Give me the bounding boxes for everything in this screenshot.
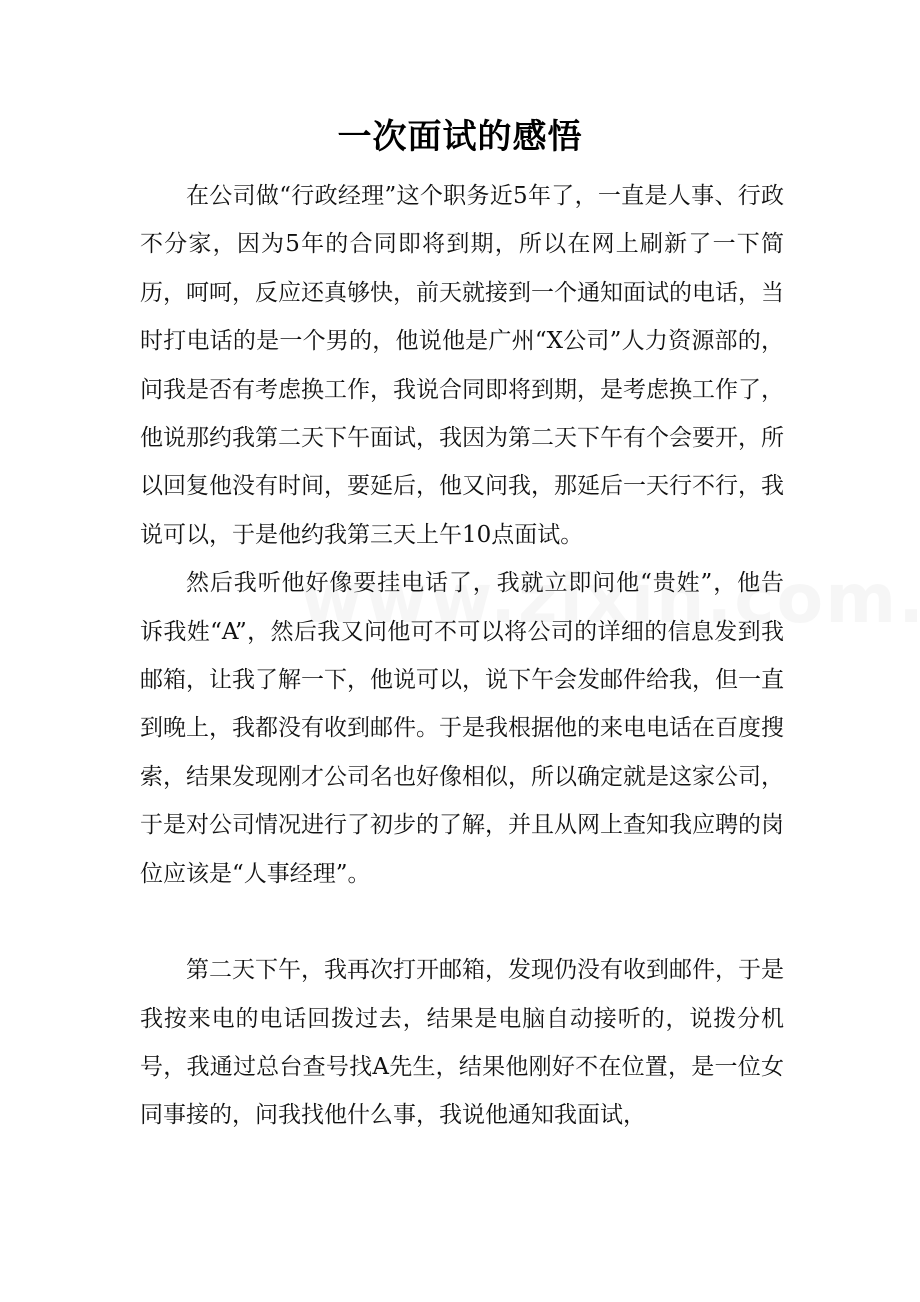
paragraph-3: 第二天下午，我再次打开邮箱，发现仍没有收到邮件，于是我按来电的电话回拨过去，结果是电脑自动接听的，说拨分机号，我通过总台查号找A先生，结果他刚好不在位置，是一位女同事接的，问我找他什么事，我说他通知我面试， — [140, 957, 784, 1129]
paragraph-gap — [140, 898, 784, 946]
document-body — [140, 172, 784, 1140]
document-title: 一次面试的感悟 — [337, 117, 583, 157]
paragraph-1: 在公司做“行政经理”这个职务近5年了，一直是人事、行政不分家，因为5年的合同即将到期，所以在网上刷新了一下简历，呵呵，反应还真够快，前天就接到一个通知面试的电话，当时打电话的是一个男的，他说他是广州“X公司”人力资源部的，问我是否有考虑换工作，我说合同即将到期，是考虑换工作了，他说那约我第二天下午面试，我因为第二天下午有个会要开，所以回复他没有时间，要延后，他又问我，那延后一天行不行，我说可以，于是他约我第三天上午10点面试。 — [140, 183, 784, 548]
paragraph-2: 然后我听他好像要挂电话了，我就立即问他“贵姓”，他告诉我姓“A”，然后我又问他可不可以将公司的详细的信息发到我邮箱，让我了解一下，他说可以，说下午会发邮件给我，但一直到晚上，我都没有收到邮件。于是我根据他的来电电话在百度搜索，结果发现刚才公司名也好像相似，所以确定就是这家公司，于是对公司情况进行了初步的了解，并且从网上查知我应聘的岗位应该是“人事经理”。 — [140, 570, 784, 887]
